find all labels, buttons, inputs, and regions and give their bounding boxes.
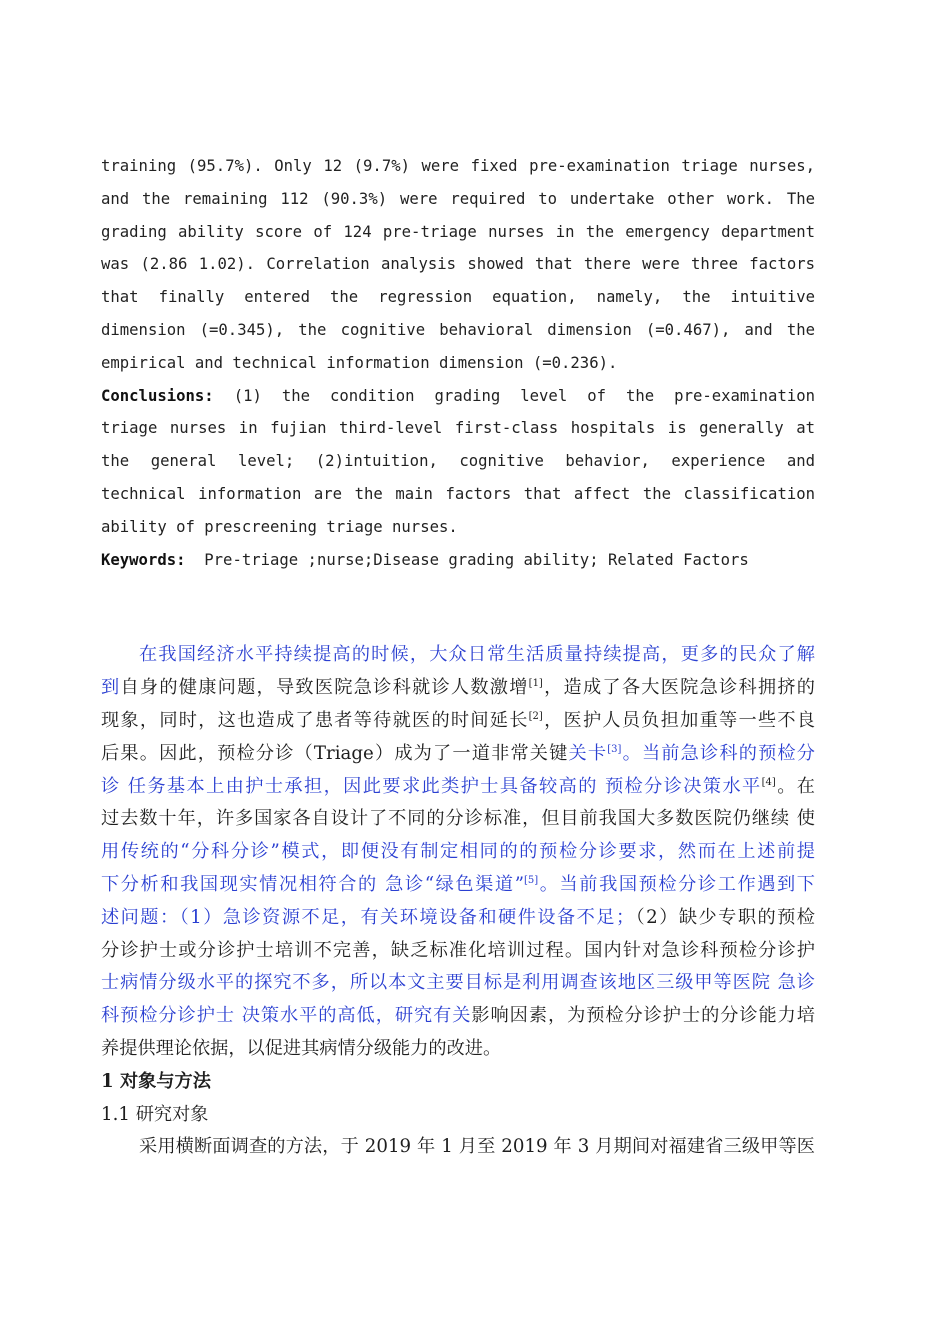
abstract-line: training (95.7%). Only 12 (9.7%) were fixed pre-examination triage nurses, — [101, 157, 815, 175]
conclusions-text: (1) the condition grading level of the pre-examination — [233, 386, 815, 405]
abstract-line: that finally entered the regression equation, namely, the intuitive — [101, 288, 815, 307]
intro-line: 用传统的“分科分诊”模式，即便没有制定相同的的预检分诊要求，然而在上述前提 — [101, 841, 815, 863]
intro-text: 关卡 — [568, 742, 608, 764]
intro-line: 分诊护士或分诊护士培训不完善，缺乏标准化培训过程。国内针对急诊科预检分诊护 — [101, 939, 815, 961]
intro-text: （2）缺少专职的预检 — [634, 906, 815, 928]
intro-text: ，造成了各大医院急诊科拥挤的 — [542, 677, 815, 699]
citation-ref: [5] — [524, 874, 539, 886]
intro-text: 。当前我国预检分诊工作遇到下 — [538, 873, 815, 895]
intro-line: 在我国经济水平持续提高的时候，大众日常生活质量持续提高，更多的民众了解 — [139, 644, 815, 666]
abstract-line: was (2.86 1.02). Correlation analysis showed that there were three factors — [101, 255, 815, 274]
intro-text: 自身的健康问题，导致医院急诊科就诊人数激增 — [120, 677, 529, 699]
conclusions-line: technical information are the main factors that affect the classification — [101, 484, 815, 503]
intro-line — [101, 1000, 815, 1033]
citation-ref: [2] — [528, 710, 543, 722]
intro-line: 养提供理论依据，以促进其病情分级能力的改进。 — [101, 1037, 502, 1059]
conclusions-line: ability of prescreening triage nurses. — [101, 517, 458, 536]
intro-text: ，医护人员负担加重等一些不良 — [542, 709, 815, 731]
abstract-line: grading ability score of 124 pre-triage nurses in the emergency department — [101, 222, 815, 241]
intro-line — [101, 869, 815, 902]
introduction-paragraph — [101, 639, 815, 1164]
conclusions-line: the general level; (2)intuition, cognitive behavior, experience and — [101, 452, 815, 471]
intro-text: 述问题：（1）急诊资源不足，有关环境设备和硬件设备不足； — [101, 906, 635, 928]
section-heading: 1 对象与方法 — [101, 1070, 211, 1092]
intro-line — [101, 738, 815, 771]
intro-text: 下分析和我国现实情况相符合的 急诊“绿色渠道” — [101, 873, 524, 895]
subsection-heading: 1.1 研究对象 — [101, 1103, 209, 1125]
intro-line — [101, 771, 815, 804]
intro-line — [101, 902, 815, 935]
citation-ref: [3] — [607, 743, 622, 755]
intro-text: 到 — [101, 677, 121, 699]
intro-text: 影响因素，为预检分诊护士的分诊能力培 — [471, 1005, 815, 1027]
keywords-line — [101, 544, 815, 577]
keywords-text: Pre-triage ;nurse;Disease grading ability; Related Factors — [204, 550, 749, 569]
abstract-line: dimension (=0.345), the cognitive behavioral dimension (=0.467), and the — [101, 320, 815, 339]
intro-line: 士病情分级水平的探究不多，所以本文主要目标是利用调查该地区三级甲等医院 急诊 — [101, 972, 815, 994]
abstract-line: and the remaining 112 (90.3%) were required to undertake other work. The — [101, 189, 815, 208]
methods-line: 采用横断面调查的方法，于 2019 年 1 月至 2019 年 3 月期间对福建省三级甲等医 — [139, 1136, 815, 1158]
abstract-english — [101, 150, 815, 576]
intro-text: 现象，同时，这也造成了患者等待就医的时间延长 — [101, 709, 529, 731]
intro-text: 。当前急诊科的预检分 — [621, 742, 815, 764]
citation-ref: [4] — [761, 776, 776, 788]
conclusions-line: triage nurses in fujian third-level first-class hospitals is generally at — [101, 419, 815, 438]
document-page — [101, 150, 815, 1164]
conclusions-label: Conclusions: — [101, 386, 214, 405]
intro-text: 后果。因此，预检分诊（Triage）成为了一道非常关键 — [101, 742, 569, 764]
intro-line — [101, 672, 815, 705]
citation-ref: [1] — [528, 678, 543, 690]
abstract-line: empirical and technical information dimension (=0.236). — [101, 353, 618, 372]
intro-text: 。在 — [775, 775, 815, 797]
intro-text: 科预检分诊护士 决策水平的高低，研究有关 — [101, 1005, 472, 1027]
intro-line: 过去数十年，许多国家各自设计了不同的分诊标准，但目前我国大多数医院仍继续 使 — [101, 808, 815, 830]
intro-text: 诊 任务基本上由护士承担，因此要求此类护士具备较高的 预检分诊决策水平 — [101, 775, 762, 797]
conclusions-first-line — [101, 380, 815, 413]
intro-line — [101, 705, 815, 738]
keywords-label: Keywords: — [101, 550, 186, 569]
